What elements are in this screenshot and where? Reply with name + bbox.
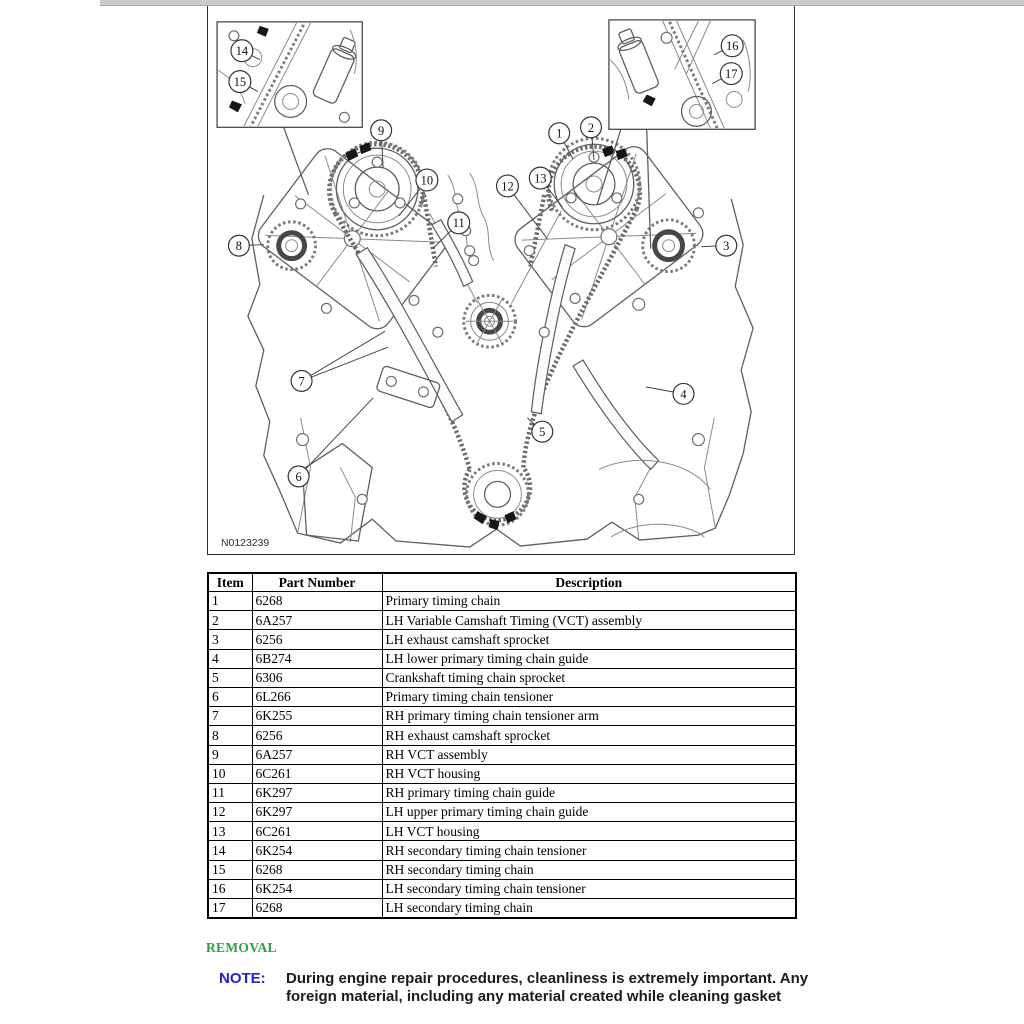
col-header-description: Description: [382, 573, 796, 592]
svg-text:17: 17: [725, 67, 738, 82]
svg-text:11: 11: [452, 216, 465, 231]
cell-item: 5: [208, 668, 252, 687]
table-row: [208, 745, 796, 764]
svg-text:5: 5: [539, 425, 546, 440]
svg-text:15: 15: [233, 75, 247, 90]
table-row: [208, 707, 796, 726]
table-row: [208, 803, 796, 822]
svg-text:6: 6: [295, 469, 302, 484]
cell-item: 12: [208, 803, 252, 822]
cell-description: RH VCT housing: [382, 764, 796, 783]
cell-item: 16: [208, 879, 252, 898]
table-row: [208, 899, 796, 919]
note-label: NOTE:: [219, 970, 266, 987]
cell-description: RH exhaust camshaft sprocket: [382, 726, 796, 745]
cell-description: RH secondary timing chain tensioner: [382, 841, 796, 860]
svg-text:13: 13: [534, 171, 547, 186]
cell-item: 4: [208, 649, 252, 668]
svg-text:4: 4: [680, 387, 687, 402]
cell-item: 1: [208, 592, 252, 611]
cell-part-number: 6C261: [252, 764, 382, 783]
cell-item: 10: [208, 764, 252, 783]
table-row: [208, 649, 796, 668]
cell-description: LH lower primary timing chain guide: [382, 649, 796, 668]
svg-text:16: 16: [726, 39, 739, 54]
cell-description: LH secondary timing chain tensioner: [382, 879, 796, 898]
cell-item: 2: [208, 611, 252, 630]
table-row: [208, 841, 796, 860]
cell-part-number: 6A257: [252, 745, 382, 764]
table-row: [208, 879, 796, 898]
cell-item: 13: [208, 822, 252, 841]
engine-timing-diagram-figure: [207, 0, 795, 555]
cell-part-number: 6L266: [252, 687, 382, 706]
svg-text:10: 10: [420, 173, 434, 188]
table-row: [208, 611, 796, 630]
svg-text:2: 2: [587, 120, 595, 135]
cell-part-number: 6C261: [252, 822, 382, 841]
cell-part-number: 6K254: [252, 879, 382, 898]
cell-description: RH primary timing chain tensioner arm: [382, 707, 796, 726]
cell-part-number: 6K254: [252, 841, 382, 860]
cell-item: 11: [208, 783, 252, 802]
cell-part-number: 6K297: [252, 783, 382, 802]
svg-text:9: 9: [378, 123, 385, 138]
callout-7: [291, 331, 388, 391]
cell-item: 9: [208, 745, 252, 764]
cell-description: LH exhaust camshaft sprocket: [382, 630, 796, 649]
removal-section-heading: REMOVAL: [206, 940, 277, 955]
table-row: [208, 668, 796, 687]
engine-diagram-svg: [208, 0, 793, 552]
cell-item: 8: [208, 726, 252, 745]
callout-13: [529, 167, 562, 207]
cell-description: RH VCT assembly: [382, 745, 796, 764]
cell-description: Primary timing chain tensioner: [382, 687, 796, 706]
svg-text:8: 8: [235, 239, 243, 254]
cell-item: 14: [208, 841, 252, 860]
cell-part-number: 6268: [252, 899, 382, 919]
table-row: [208, 592, 796, 611]
table-row: [208, 764, 796, 783]
cell-part-number: 6K255: [252, 707, 382, 726]
parts-table: [207, 572, 797, 919]
cell-description: LH upper primary timing chain guide: [382, 803, 796, 822]
table-header-row: [208, 573, 796, 592]
svg-text:14: 14: [235, 44, 249, 59]
col-header-item: Item: [208, 573, 252, 592]
cell-part-number: 6268: [252, 592, 382, 611]
engine-line-art: [248, 138, 753, 547]
svg-text:3: 3: [723, 239, 730, 254]
table-row: [208, 822, 796, 841]
parts-table-container: [207, 572, 795, 919]
cell-part-number: 6A257: [252, 611, 382, 630]
cell-description: LH secondary timing chain: [382, 899, 796, 919]
cell-item: 17: [208, 899, 252, 919]
window-edge-strip: [100, 0, 1024, 6]
cell-description: Primary timing chain: [382, 592, 796, 611]
callout-3: [701, 235, 736, 256]
cell-part-number: 6268: [252, 860, 382, 879]
callout-4: [646, 383, 694, 404]
cell-part-number: 6K297: [252, 803, 382, 822]
col-header-part-number: Part Number: [252, 573, 382, 592]
cell-item: 6: [208, 687, 252, 706]
svg-text:1: 1: [556, 126, 563, 141]
figure-image-number: N0123239: [221, 538, 270, 550]
cell-description: LH Variable Camshaft Timing (VCT) assembly: [382, 611, 796, 630]
cell-item: 3: [208, 630, 252, 649]
cell-description: RH secondary timing chain: [382, 860, 796, 879]
cell-item: 7: [208, 707, 252, 726]
table-row: [208, 630, 796, 649]
table-row: [208, 860, 796, 879]
note-text: During engine repair procedures, cleanliness is extremely important. Any foreign material, including any material created while cleaning gasket: [286, 970, 809, 1005]
cell-description: Crankshaft timing chain sprocket: [382, 668, 796, 687]
cell-part-number: 6256: [252, 630, 382, 649]
cell-description: RH primary timing chain guide: [382, 783, 796, 802]
table-row: [208, 783, 796, 802]
cell-part-number: 6B274: [252, 649, 382, 668]
table-row: [208, 687, 796, 706]
cell-description: LH VCT housing: [382, 822, 796, 841]
cell-part-number: 6256: [252, 726, 382, 745]
cell-item: 15: [208, 860, 252, 879]
table-row: [208, 726, 796, 745]
cell-part-number: 6306: [252, 668, 382, 687]
svg-text:12: 12: [501, 179, 514, 194]
svg-text:7: 7: [298, 374, 305, 389]
